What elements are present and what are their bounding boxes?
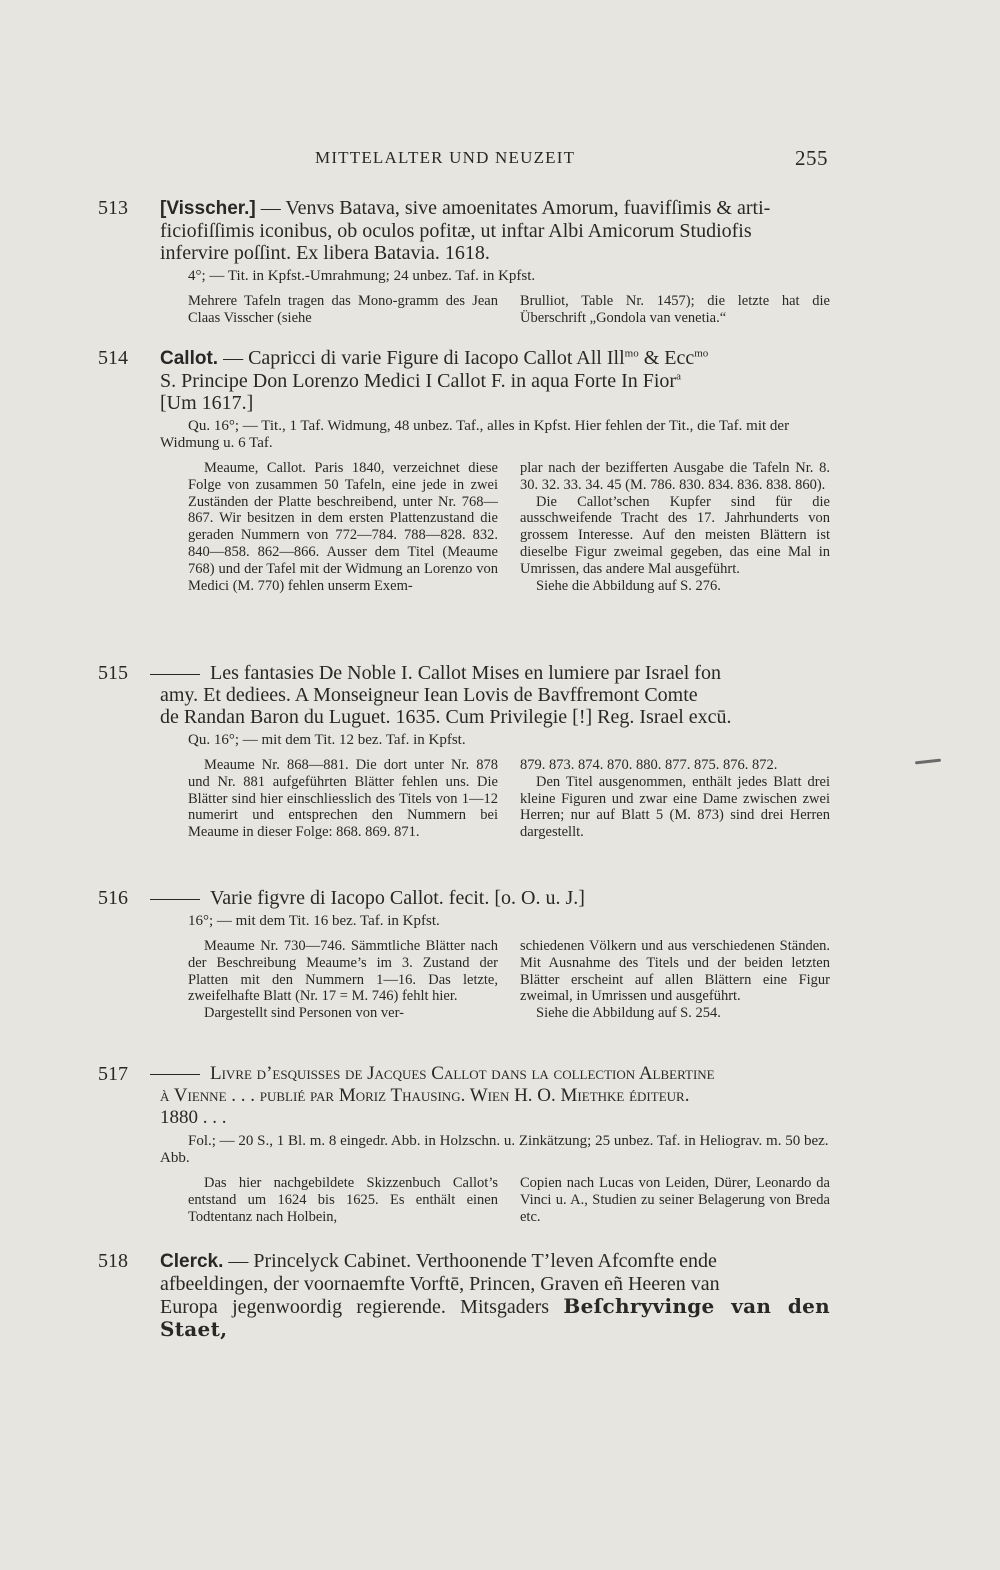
entry-514 xyxy=(98,347,830,594)
note-paragraph: Die Callot’schen Kupfer sind für die ausschweifende Tracht des 17. Jahrhunderts von grossem Interesse. Auf den meisten Blättern ist dieselbe Figur zweimal gegeben, das eine Mal in Umrissen, das andere Mal ausgeführt. xyxy=(520,493,830,577)
title-line: Varie figvre di Iacopo Callot. fecit. [o. O. u. J.] xyxy=(210,887,585,909)
title-line: S. Principe Don Lorenzo Medici I Callot F. in aqua Forte In Fior xyxy=(160,370,677,392)
title-line: — Venvs Batava, sive amoenitates Amorum, fuavifſimis & arti- xyxy=(260,197,771,219)
notes xyxy=(188,293,830,327)
entry-518 xyxy=(98,1250,830,1341)
entry-author: [Visscher.] xyxy=(160,198,256,219)
note-paragraph: Dargestellt sind Personen von ver- xyxy=(204,1005,404,1022)
entry-author: Clerck. xyxy=(160,1251,224,1272)
note-paragraph: Copien nach Lucas von Leiden, Dürer, Leonardo da Vinci u. A., Studien zu seiner Belagerung von Breda etc. xyxy=(520,1175,830,1225)
page-number: 255 xyxy=(795,146,828,170)
notes-right xyxy=(520,1175,830,1225)
entry-number: 518 xyxy=(98,1250,128,1272)
notes-left xyxy=(188,757,498,841)
entry-title xyxy=(160,887,830,909)
entry-title xyxy=(160,1063,830,1129)
entry-515 xyxy=(98,662,830,841)
blackletter-text: Beſchryvinge van den Staet, xyxy=(160,1294,830,1341)
title-line: Les fantasies De Noble I. Callot Mises en lumiere par Israel fon xyxy=(210,662,721,684)
note-paragraph: Meaume Nr. 868—881. Die dort unter Nr. 878 und Nr. 881 aufgeführten Blätter fehlen uns. Die Blätter sind hier einschliesslich des Titels von 1—12 numerirt und entsprechen den Nummern bei Meaume in dieser Folge: 868. 869. 871. xyxy=(188,757,498,841)
notes-left xyxy=(188,1175,498,1225)
running-title: MITTELALTER UND NEUZEIT xyxy=(315,148,576,167)
entry-number: 517 xyxy=(98,1063,128,1085)
note-paragraph: Mehrere Tafeln tragen das Mono-gramm des Jean Claas Visscher (siehe xyxy=(188,293,498,326)
collation: Qu. 16°; — mit dem Tit. 12 bez. Taf. in Kpfst. xyxy=(188,732,466,748)
note-paragraph: schiedenen Völkern und aus verschiedenen Ständen. Mit Ausnahme des Titels und der beiden letzten Blätter erscheint auf allen Blättern eine Figur zweimal, in Umrissen und ausgeführt. xyxy=(520,938,830,1005)
notes xyxy=(188,757,830,841)
collation: Qu. 16°; — Tit., 1 Taf. Widmung, 48 unbez. Taf., alles in Kpfst. Hier fehlen der Tit., die Taf. mit der Widmung u. 6 Taf. xyxy=(160,418,790,451)
entry-number: 513 xyxy=(98,197,128,219)
notes-left xyxy=(188,938,498,1022)
notes-left xyxy=(188,460,498,594)
note-paragraph: plar nach der bezifferten Ausgabe die Tafeln Nr. 8. 30. 32. 33. 34. 45 (M. 786. 830. 834. 836. 838. 860). xyxy=(520,460,830,493)
running-header xyxy=(160,148,828,178)
entry-number: 514 xyxy=(98,347,128,369)
notes xyxy=(188,938,830,1022)
title-line: — Capricci di varie Figure di Iacopo Callot All Ill xyxy=(223,347,625,369)
title-line: de Randan Baron du Luguet. 1635. Cum Privilegie [!] Reg. Israel excū. xyxy=(160,706,732,728)
title-line: 1880 . . . xyxy=(160,1107,227,1128)
entry-author: Callot. xyxy=(160,348,219,369)
entry-513 xyxy=(98,197,830,327)
notes xyxy=(188,460,830,594)
note-paragraph: Den Titel ausgenommen, enthält jedes Blatt drei kleine Figuren und zwar eine Dame zwischen zwei Herren; nur auf Blatt 5 (M. 873) sind drei Herren dargestellt. xyxy=(520,773,830,841)
note-paragraph: Siehe die Abbildung auf S. 276. xyxy=(536,577,721,594)
title-line: & Ecc xyxy=(638,347,695,369)
entry-title xyxy=(160,1250,830,1341)
collation: 16°; — mit dem Tit. 16 bez. Taf. in Kpfst. xyxy=(188,913,440,929)
entry-title xyxy=(160,662,830,728)
title-line: amy. Et dediees. A Monseigneur Iean Lovis de Bavffremont Comte xyxy=(160,684,698,706)
notes-right xyxy=(520,757,830,841)
title-line: — Princelyck Cabinet. Verthoonende T’leven Afcomfte ende xyxy=(228,1250,717,1272)
title-line: afbeeldingen, der voornaemfte Vorftē, Princen, Graven eñ Heeren van xyxy=(160,1273,720,1295)
notes-right xyxy=(520,293,830,327)
notes-right xyxy=(520,460,830,594)
title-line: Livre d’esquisses de Jacques Callot dans la collection Albertine xyxy=(210,1063,715,1084)
title-line: [Um 1617.] xyxy=(160,392,254,414)
collation: 4°; — Tit. in Kpfst.-Umrahmung; 24 unbez. Taf. in Kpfst. xyxy=(188,268,536,284)
collation: Fol.; — 20 S., 1 Bl. m. 8 eingedr. Abb. in Holzschn. u. Zinkätzung; 25 unbez. Taf. in Heliograv. m. 50 bez. Abb. xyxy=(160,1133,829,1166)
note-paragraph: Brulliot, Table Nr. 1457); die letzte hat die Überschrift „Gondola van venetia.“ xyxy=(520,293,830,326)
entry-title xyxy=(160,347,830,414)
superscript: mo xyxy=(624,347,639,360)
note-paragraph: Meaume, Callot. Paris 1840, verzeichnet diese Folge von zusammen 50 Tafeln, eine jede in zwei Zuständen der Platte beschreibend, unter Nr. 768—867. Wir besitzen in dem ersten Plattenzustand die geraden Nummern von 772—784. 788—828. 832. 840—858. 862—866. Ausser dem Titel (Meaume 768) und der Tafel mit der Widmung an Lorenzo von Medici (M. 770) fehlen unserm Exem- xyxy=(188,460,498,594)
notes-left xyxy=(188,293,498,327)
superscript: mo xyxy=(694,347,709,360)
note-paragraph: Das hier nachgebildete Skizzenbuch Callot’s entstand um 1624 bis 1625. Es enthält einen Todtentanz nach Holbein, xyxy=(188,1175,498,1225)
title-line: Europa jegenwoordig regierende. Mitsgaders xyxy=(160,1296,564,1318)
title-line: infervire poſſint. Ex libera Batavia. 1618. xyxy=(160,242,490,264)
notes-right xyxy=(520,938,830,1022)
entry-title xyxy=(160,197,830,264)
title-line: à Vienne . . . publié par Moriz Thausing. Wien H. O. Miethke éditeur. xyxy=(160,1085,690,1106)
ink-blemish xyxy=(915,759,941,765)
notes xyxy=(188,1175,830,1225)
note-paragraph: Meaume Nr. 730—746. Sämmtliche Blätter nach der Beschreibung Meaume’s im 3. Zustand der Platten mit den Nummern 1—16. Das letzte, zweifelhafte Blatt (Nr. 17 = M. 746) fehlt hier. xyxy=(188,938,498,1005)
note-paragraph: 879. 873. 874. 870. 880. 877. 875. 876. 872. xyxy=(520,757,778,773)
note-paragraph: Siehe die Abbildung auf S. 254. xyxy=(536,1005,721,1022)
entry-516 xyxy=(98,887,830,1022)
entry-number: 515 xyxy=(98,662,128,684)
title-line: ficiofiſſimis iconibus, ob oculos pofitæ, ut inftar Albi Amicorum Studiofis xyxy=(160,220,752,242)
entry-517 xyxy=(98,1063,830,1225)
superscript: a xyxy=(676,370,681,383)
entry-number: 516 xyxy=(98,887,128,909)
